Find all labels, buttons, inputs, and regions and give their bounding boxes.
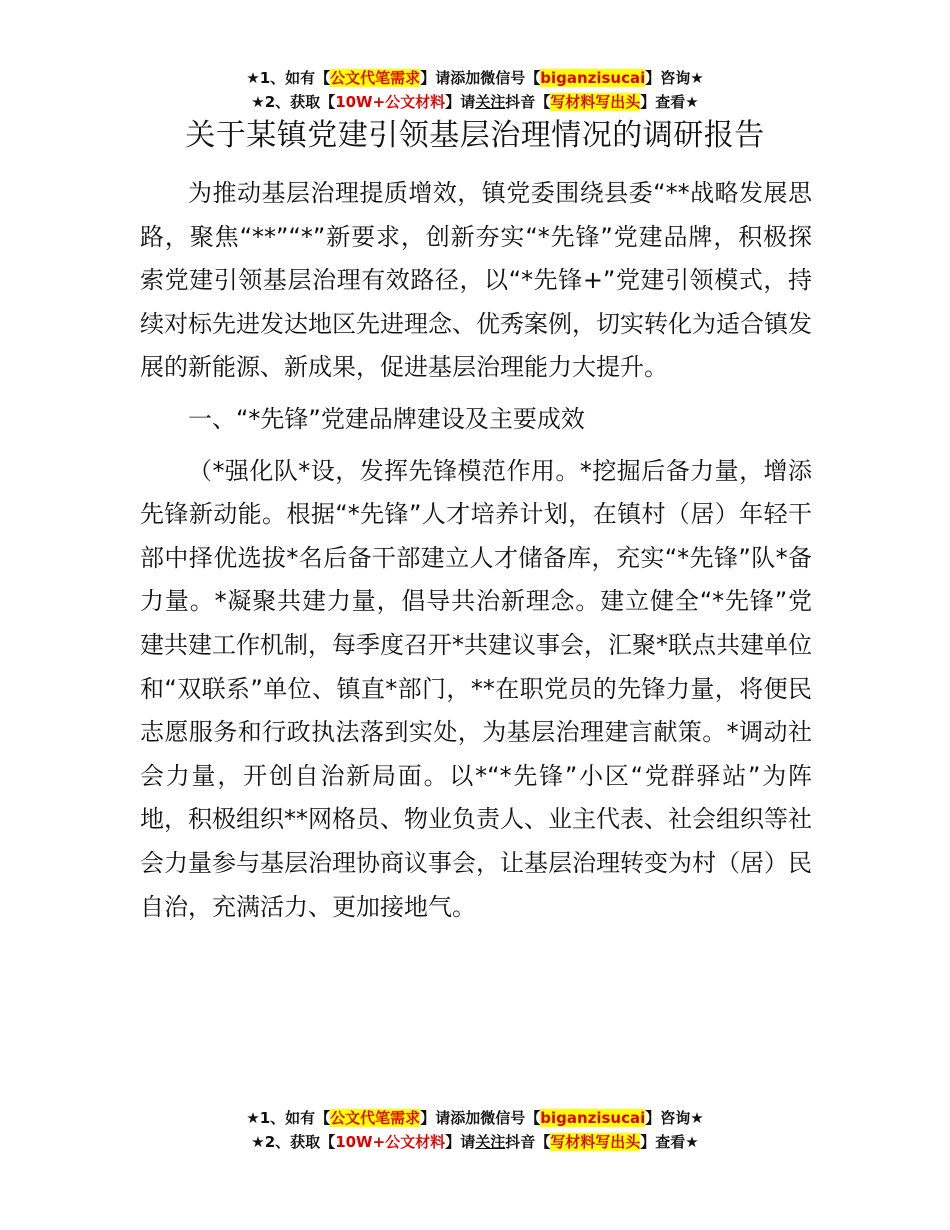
- promo-underline-follow: 关注: [475, 1133, 506, 1151]
- promo-line-2: [0, 1130, 950, 1154]
- promo-red-materials: 10W+公文材料: [335, 93, 446, 111]
- promo-text: 】查看★: [640, 93, 699, 111]
- promo-text: 】请添加微信号【: [420, 69, 541, 87]
- header-promo-banner: [0, 66, 950, 114]
- promo-text: 】请添加微信号【: [420, 1109, 541, 1127]
- section-heading-1: 一、“*先锋”党建品牌建设及主要成效: [188, 404, 585, 433]
- promo-highlight-wechat-id: biganzisucai: [540, 1109, 646, 1127]
- footer-promo-banner: [0, 1106, 950, 1154]
- promo-text: 抖音【: [505, 93, 551, 111]
- promo-highlight-service: 公文代笔需求: [330, 1109, 421, 1127]
- promo-text: 】请: [445, 93, 476, 111]
- paragraph-section-1: （*强化队*设，发挥先锋模范作用。*挖掘后备力量，增添先锋新动能。根据“*先锋”人才培养计划，在镇村（居）年轻干部中择优选拔*名后备干部建立人才储备库，充实“*先锋”队*备力量。*凝聚共建力量，倡导共治新理念。建立健全“*先锋”党建共建工作机制，每季度召开*共建议事会，汇聚*联点共建单位和“双联系”单位、镇直*部门，**在职党员的先锋力量，将便民志愿服务和行政执法落到实处，为基层治理建言献策。*调动社会力量，开创自治新局面。以*“*先锋”小区“党群驿站”为阵地，积极组织**网格员、物业负责人、业主代表、社会组织等社会力量参与基层治理协商议事会，让基层治理转变为村（居）民自治，充满活力、更加接地气。: [140, 456, 812, 921]
- promo-text: 】查看★: [640, 1133, 699, 1151]
- promo-underline-follow: 关注: [475, 93, 506, 111]
- promo-text: 】咨询★: [645, 69, 704, 87]
- promo-line-1: [0, 66, 950, 90]
- promo-highlight-douyin: 写材料写出头: [550, 93, 641, 111]
- promo-red-materials: 10W+公文材料: [335, 1133, 446, 1151]
- promo-text: ★2、获取【: [251, 93, 336, 111]
- promo-highlight-wechat-id: biganzisucai: [540, 69, 646, 87]
- promo-text: ★2、获取【: [251, 1133, 336, 1151]
- promo-text: 】咨询★: [645, 1109, 704, 1127]
- promo-highlight-service: 公文代笔需求: [330, 69, 421, 87]
- document-title: 关于某镇党建引领基层治理情况的调研报告: [185, 118, 765, 153]
- promo-line-1: [0, 1106, 950, 1130]
- paragraph-intro: 为推动基层治理提质增效，镇党委围绕县委“**战略发展思路，聚焦“**”“*”新要求，创新夯实“*先锋”党建品牌，积极探索党建引领基层治理有效路径，以“*先锋+”党建引领模式，持续对标先进发达地区先进理念、优秀案例，切实转化为适合镇发展的新能源、新成果，促进基层治理能力大提升。: [140, 179, 812, 382]
- promo-highlight-douyin: 写材料写出头: [550, 1133, 641, 1151]
- document-body: [140, 172, 812, 929]
- promo-line-2: [0, 90, 950, 114]
- promo-text: ★1、如有【: [246, 1109, 331, 1127]
- promo-text: ★1、如有【: [246, 69, 331, 87]
- promo-text: 抖音【: [505, 1133, 551, 1151]
- promo-text: 】请: [445, 1133, 476, 1151]
